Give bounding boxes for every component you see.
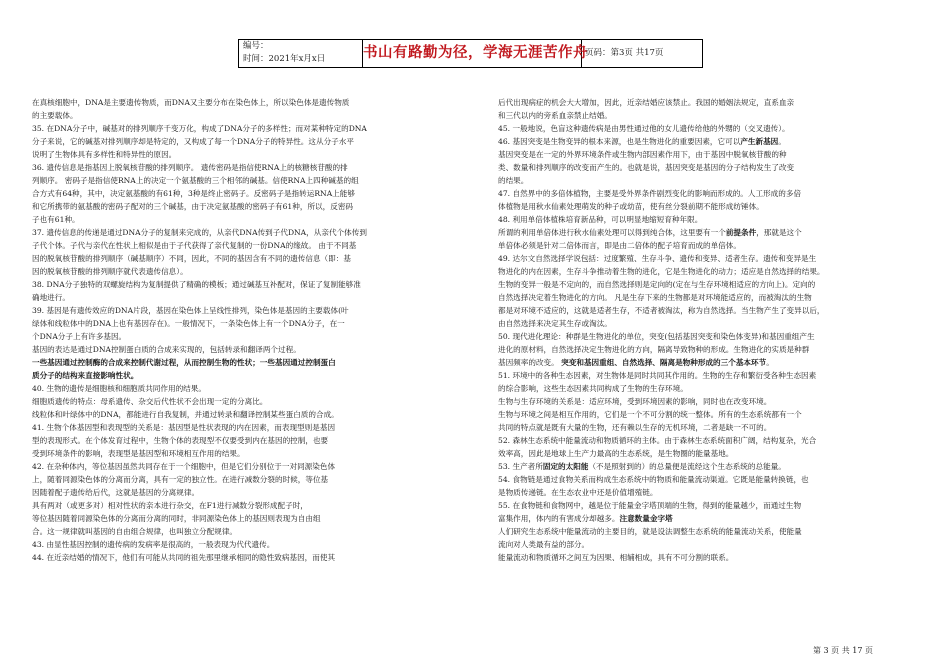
text-line: 一些基因通过控制酶的合成来控制代谢过程，从而控制生物的性状；一些基因通过控制蛋白 <box>32 358 336 367</box>
text-line: 体植物是用秋水仙素处理萌发的种子或幼苗，使有丝分裂前期不能形成纺锤体。 <box>498 202 764 211</box>
text-line: 生物与生存环境的关系是：适应环境，受到环境因素的影响，同时也在改变环境。 <box>498 397 772 406</box>
header-meta <box>243 40 361 67</box>
text-line: 效率高，因此是地球上生产力最高的生态系统，是生物圈的能量基地。 <box>498 449 734 458</box>
text-line: 和它所携带的氨基酸的密码子配对的三个碱基，由于决定氨基酸的密码子有61种，所以，反密码 <box>32 202 354 211</box>
text-line: 的结果。 <box>498 176 529 185</box>
text-line: 共同的特点就是既有大量的生物，还有赖以生存的无机环境，二者是缺一不可的。 <box>498 423 772 432</box>
text-line: 个DNA分子上有许多基因。 <box>32 332 127 341</box>
text-line: 的主要载体。 <box>32 111 78 120</box>
text-line: 35. 在DNA分子中，碱基对的排列顺序千变万化，构成了DNA分子的多样性；而对某种特定的DNA <box>32 124 367 133</box>
text-line: 子代个体。子代与亲代在性状上相似是由于子代获得了亲代复制的一份DNA的缘故。 由于不同基 <box>32 241 357 250</box>
text-line: 细胞质遗传的特点：母系遗传、杂交后代性状不会出现一定的分离比。 <box>32 397 268 406</box>
text-line: 由自然选择来决定其生存或淘汰。 <box>498 319 612 328</box>
text-line: 受到环境条件的影响，表现型是基因型和环境相互作用的结果。 <box>32 449 245 458</box>
text-line: 合方式有64种，其中，决定氨基酸的有61种，3种是终止密码子。反密码子是指转运RNA上能够 <box>32 189 355 198</box>
text-line: 生物的变异一般是不定向的，而自然选择则是定向的(定在与生存环境相适应的方向上)。定向的 <box>498 280 816 289</box>
text-line: 在真核细胞中，DNA是主要遗传物质，而DNA又主要分布在染色体上，所以染色体是遗传物质 <box>32 98 350 107</box>
text-line: 52. 森林生态系统中能量流动和物质循环的主体。由于森林生态系统面积广阔，结构复杂，光合 <box>498 436 817 445</box>
text-line: 39. 基因是有遗传效应的DNA片段，基因在染色体上呈线性排列，染色体是基因的主要载体(叶 <box>32 306 349 315</box>
text-line: 55. 在食物链和食物网中，越是位于能量金字塔顶端的生物，得到的能量越少，而通过生物 <box>498 501 802 510</box>
text-line: 说明了生物体具有多样性和特异性的原因。 <box>32 150 177 159</box>
text-line: 41. 生物个体基因型和表现型的关系是：基因型是性状表现的内在因素，而表现型则是基因 <box>32 423 336 432</box>
text-line: 54. 食物链是通过食物关系而构成生态系统中的物质和能量流动渠道。它既是能量转换链，也 <box>498 475 809 484</box>
text-line: 43. 由显性基因控制的遗传病的发病率是很高的，一般表现为代代遗传。 <box>32 540 275 549</box>
text-line: 分子来说，它的碱基对排列顺序却是特定的，又构成了每一个DNA分子的特异性。这从分子水平 <box>32 137 354 146</box>
text-line: 物进化的内在因素，生存斗争推动着生物的进化，它是生物进化的动力；适应是自然选择的结果。 <box>498 267 825 276</box>
text-line: 因随着配子遗传给后代，这就是基因的分离规律。 <box>32 488 200 497</box>
text-line: 所谓的利用单倍体进行秋水仙素处理可以得到纯合体，这里要有一个前提条件，那就是这个 <box>498 228 802 237</box>
number-label: 编号： <box>243 41 269 51</box>
text-line: 合。这一规律就叫基因的自由组合规律，也叫独立分配规律。 <box>32 527 238 536</box>
text-line: 38. DNA分子独特的双螺旋结构为复制提供了精确的模板；通过碱基互补配对，保证了复制能够准 <box>32 280 361 289</box>
text-line: 46. 基因突变是生物变异的根本来源，也是生物进化的重要因素，它可以产生新基因。 <box>498 137 786 146</box>
text-line: 因的脱氧核苷酸的排列顺序就代表遗传信息）。 <box>32 267 188 276</box>
left-column <box>32 96 450 564</box>
text-line: 50. 现代进化理论：种群是生物进化的单位，突变(包括基因突变和染色体变异)和基因重组产生 <box>498 332 815 341</box>
text-line: 列顺序。 密码子是指信使RNA上的决定一个氨基酸的三个相邻的碱基。信使RNA上四种碱基的组 <box>32 176 359 185</box>
text-line: 都是对环境不适应的，这就是适者生存，不适者被淘汰，称为自然选择。当生物产生了变异以后， <box>498 306 825 315</box>
text-line: 进化的原材料，自然选择决定生物进化的方向，隔离导致物种的形成。生物进化的实质是种群 <box>498 345 810 354</box>
text-line: 流向对人类最有益的部分。 <box>498 540 590 549</box>
text-line: 单倍体必须是针对二倍体而言，即是由二倍体的配子培育而成的单倍体。 <box>498 241 741 250</box>
text-line: 是物质传递链。在生态农业中还是价值增殖链。 <box>498 488 658 497</box>
text-line: 质分子的结构来直接影响性状。 <box>32 371 139 380</box>
text-line: 绿体和线粒体中的DNA上也有基因存在)。一般情况下，一条染色体上有一个DNA分子，在一 <box>32 319 345 328</box>
page-footer: 第 3 页 共 17 页 <box>813 646 873 655</box>
text-line: 47. 自然界中的多倍体植物，主要是受外界条件剧烈变化的影响而形成的。人工形成的多倍 <box>498 189 802 198</box>
text-line: 能量流动和物质循环之间互为因果、相辅相成，具有不可分割的联系。 <box>498 553 734 562</box>
text-line: 42. 在杂种体内，等位基因虽然共同存在于一个细胞中，但是它们分别位于一对同源染色体 <box>32 462 336 471</box>
text-line: 类、数量和排列顺序的改变而产生的。也就是说，基因突变是基因的分子结构发生了改变 <box>498 163 795 172</box>
right-column <box>498 96 918 564</box>
text-line: 49. 达尔文自然选择学说包括：过度繁殖、生存斗争、遗传和变异、适者生存。遗传和变异是生 <box>498 254 817 263</box>
text-line: 人们研究生态系统中能量流动的主要目的，就是设法调整生态系统的能量流动关系，使能量 <box>498 527 802 536</box>
text-line: 45. 一般地说，色盲这种遗传病是由男性通过他的女儿遗传给他的外甥的（交叉遗传）。 <box>498 124 790 133</box>
text-line: 48. 利用单倍体植株培育新品种，可以明显地缩短育种年限。 <box>498 215 703 224</box>
text-line: 53. 生产者所固定的太阳能（不是照射到的）的总量便是流经这个生态系统的总能量。 <box>498 462 786 471</box>
text-line: 基因突变是在一定的外界环境条件或生物内部因素作用下，由于基因中脱氧核苷酸的种 <box>498 150 787 159</box>
text-line: 的综合影响，这些生态因素共同构成了生物的生存环境。 <box>498 384 688 393</box>
text-line: 40. 生物的遗传是细胞核和细胞质共同作用的结果。 <box>32 384 206 393</box>
text-line: 子也有61种。 <box>32 215 80 224</box>
text-line: 51. 环境中的各种生态因素，对生物体是同时共同其作用的。生物的生存和繁衍受各种生态因素 <box>498 371 817 380</box>
text-line: 富集作用，体内的有害成分却越多。注意数量金字塔 <box>498 514 673 523</box>
text-line: 确地进行。 <box>32 293 70 302</box>
text-line: 生物与环境之间是相互作用的，它们是一个不可分割的统一整体。所有的生态系统都有一个 <box>498 410 802 419</box>
time-label: 时间：2021年x月x日 <box>243 54 326 64</box>
text-line: 因的脱氧核苷酸的排列顺序（碱基顺序）不同，因此，不同的基因含有不同的遗传信息（即：基 <box>32 254 351 263</box>
header-page-label: 页码：第3页 共17页 <box>585 48 664 58</box>
text-line: 36. 遗传信息是指基因上脱氧核苷酸的排列顺序。 遗传密码是指信使RNA上的核糖核苷酸的排 <box>32 163 348 172</box>
text-line: 基因的表达是通过DNA控制蛋白质的合成来实现的，包括转录和翻译两个过程。 <box>32 345 301 354</box>
text-line: 线粒体和叶绿体中的DNA，都能进行自我复制，并通过转录和翻译控制某些蛋白质的合成。 <box>32 410 339 419</box>
text-line: 等位基因随着同源染色体的分离而分离的同时，非同源染色体上的基因则表现为自由组 <box>32 514 321 523</box>
text-line: 37. 遗传信息的传递是通过DNA分子的复制来完成的，从亲代DNA传到子代DNA，从亲代个体传到 <box>32 228 367 237</box>
text-line: 后代出现病症的机会大大增加，因此，近亲结婚应该禁止。我国的婚姻法规定，直系血亲 <box>498 98 795 107</box>
text-line: 44. 在近亲结婚的情况下，他们有可能从共同的祖先那里继承相同的隐性致病基因，而使其 <box>32 553 336 562</box>
text-line: 上，随着同源染色体的分离而分离，具有一定的独立性。在进行减数分裂的时候，等位基 <box>32 475 329 484</box>
page-header <box>238 39 703 68</box>
text-line: 具有两对（或更多对）相对性状的亲本进行杂交，在F1进行减数分裂形成配子时， <box>32 501 308 510</box>
header-slogan: 书山有路勤为径，学海无涯苦作舟 <box>362 40 582 67</box>
text-line: 和三代以内的旁系血亲禁止结婚。 <box>498 111 612 120</box>
text-line: 自然选择决定着生物进化的方向。 凡是生存下来的生物都是对环境能适应的，而被淘汰的生物 <box>498 293 812 302</box>
text-line: 基因频率的改变。 突变和基因重组、自然选择、隔离是物种形成的三个基本环节。 <box>498 358 774 367</box>
text-line: 型的表现形式。在个体发育过程中，生物个体的表现型不仅要受到内在基因的控制，也要 <box>32 436 329 445</box>
